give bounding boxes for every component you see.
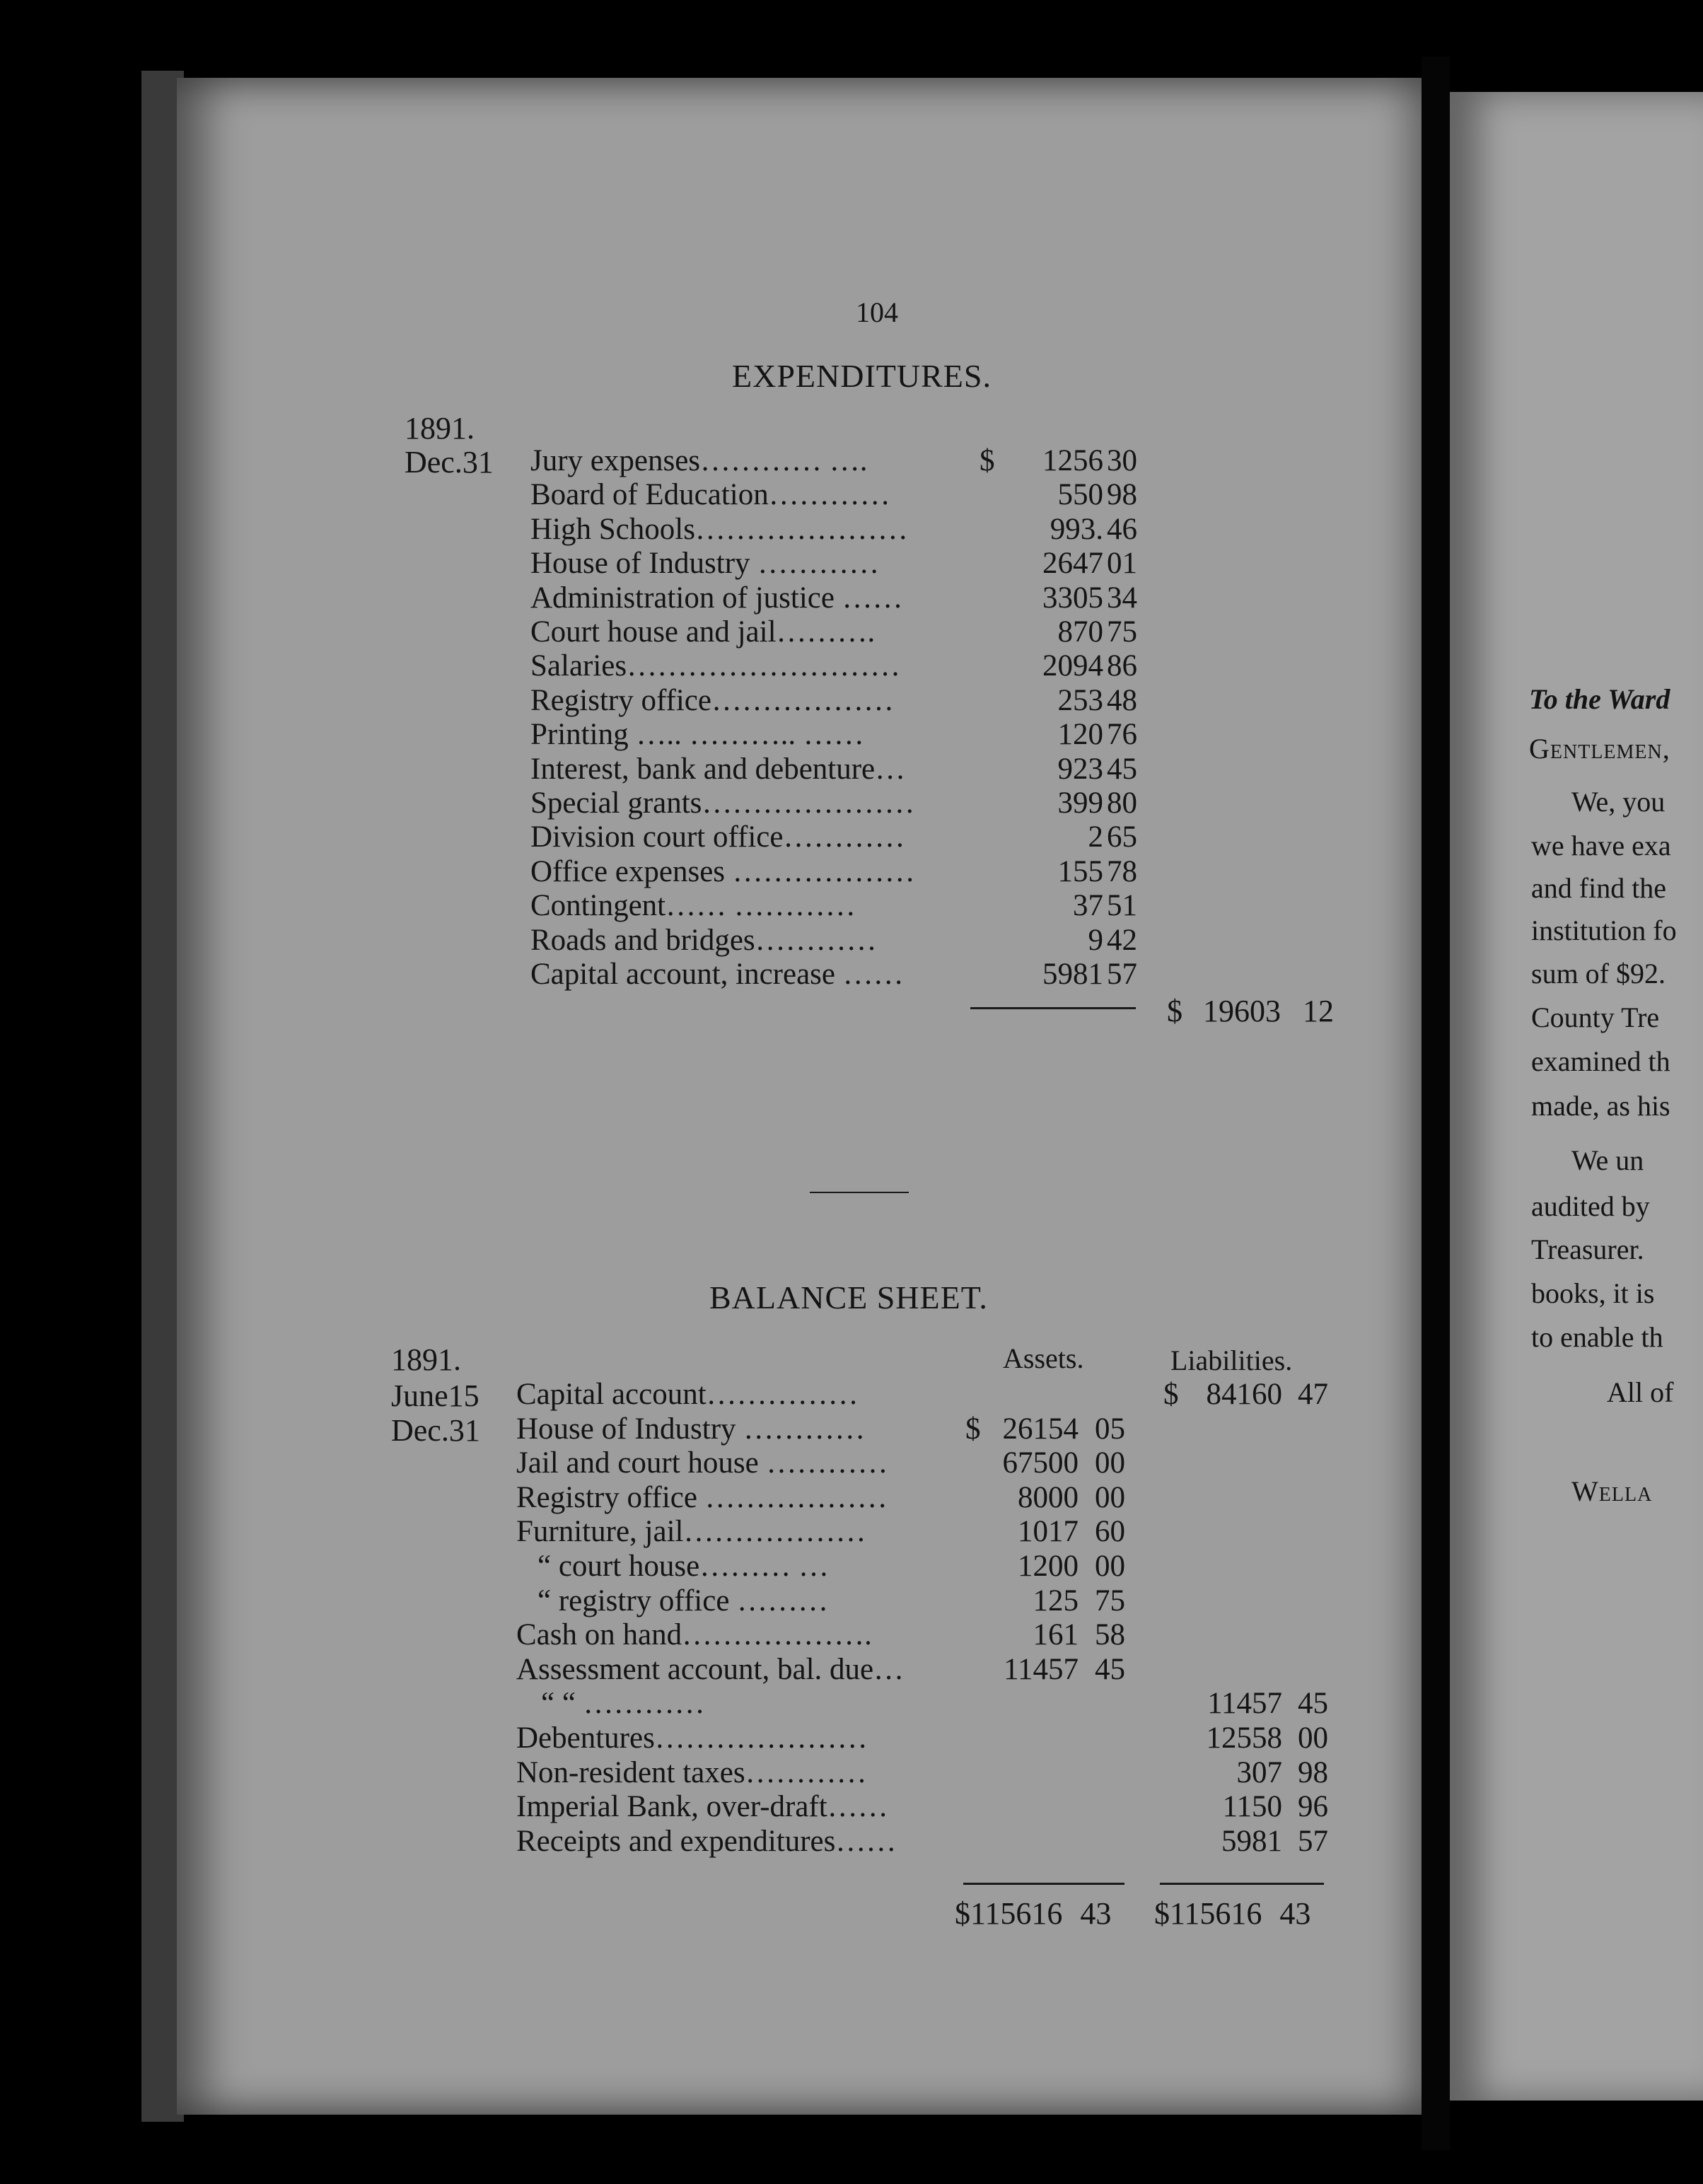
expense-cents: 80 xyxy=(1107,786,1137,820)
liabilities-total-amount: 115616 xyxy=(1170,1896,1262,1931)
expense-amount: 923 xyxy=(1057,752,1103,786)
balance-row-label: Assessment account, bal. due… xyxy=(516,1652,905,1686)
balance-row xyxy=(0,1687,1344,1721)
liability-amount: 307 xyxy=(1236,1755,1282,1789)
balance-row-label: “ “ ………… xyxy=(541,1687,705,1721)
expense-label: Administration of justice …… xyxy=(530,581,903,615)
expense-row xyxy=(530,649,1153,683)
expense-cents: 48 xyxy=(1107,683,1137,717)
balance-row xyxy=(0,1721,1344,1755)
expense-cents: 98 xyxy=(1107,478,1137,512)
expense-row xyxy=(530,718,1153,752)
expense-cents: 76 xyxy=(1107,718,1137,752)
expense-amount: 37 xyxy=(1073,889,1103,923)
page-number: 104 xyxy=(856,296,898,328)
balance-row xyxy=(0,1481,1344,1515)
expense-row xyxy=(530,958,1153,992)
expenditures-total xyxy=(1167,993,1334,1029)
balance-row xyxy=(0,1584,1344,1618)
balance-row xyxy=(0,1653,1344,1687)
liability-cents: 47 xyxy=(1298,1378,1328,1411)
expense-amount: 1256 xyxy=(1042,444,1103,477)
right-page-line: Gentlemen, xyxy=(1529,733,1670,765)
balance-row-date: June15 xyxy=(391,1378,479,1413)
expense-label: Division court office………… xyxy=(530,820,905,854)
expense-label: Interest, bank and debenture… xyxy=(530,752,906,786)
expense-amount: 550 xyxy=(1057,478,1103,512)
balance-row xyxy=(0,1378,1344,1412)
asset-cents: 00 xyxy=(1095,1480,1125,1514)
balance-row-label: Receipts and expenditures…… xyxy=(516,1824,897,1858)
liabilities-total-cents: 43 xyxy=(1279,1896,1311,1931)
asset-cents: 58 xyxy=(1095,1618,1125,1652)
balance-row-label: Jail and court house ………… xyxy=(516,1446,888,1480)
expense-label: Contingent…… ………… xyxy=(530,889,856,923)
expense-label: Jury expenses………… …. xyxy=(530,444,868,477)
right-page-line: examined th xyxy=(1531,1045,1670,1077)
right-page-line: to enable th xyxy=(1531,1321,1663,1353)
right-page-line: sum of $92. xyxy=(1531,958,1666,989)
expense-amount: 120 xyxy=(1057,718,1103,752)
expenditures-sum-rule xyxy=(970,1007,1136,1009)
expense-cents: 86 xyxy=(1107,649,1137,683)
right-page-line: and find the xyxy=(1531,872,1667,904)
asset-cents: 45 xyxy=(1095,1652,1125,1686)
balance-row-date: Dec.31 xyxy=(391,1412,480,1448)
expenditures-date: Dec.31 xyxy=(405,445,494,480)
expense-label: Salaries……………………… xyxy=(530,649,901,683)
assets-total-cents: 43 xyxy=(1080,1896,1112,1931)
balance-row-label: House of Industry ………… xyxy=(516,1412,866,1446)
expense-cents: 01 xyxy=(1107,547,1137,581)
right-page-line: Treasurer. xyxy=(1531,1233,1644,1265)
expense-row xyxy=(530,753,1153,786)
asset-amount: 161 xyxy=(1033,1618,1079,1652)
expense-label: Board of Education………… xyxy=(530,478,890,512)
section-divider xyxy=(810,1192,909,1193)
asset-cents: 05 xyxy=(1095,1412,1125,1446)
expense-label: Office expenses ……………… xyxy=(530,854,915,888)
right-page-line: made, as his xyxy=(1531,1090,1670,1122)
assets-total xyxy=(955,1895,1111,1932)
balance-row-label: “ registry office ……… xyxy=(537,1584,829,1617)
asset-amount: 125 xyxy=(1033,1584,1079,1617)
book-gutter xyxy=(1422,57,1450,2150)
expense-cents: 30 xyxy=(1107,444,1137,477)
balance-row xyxy=(0,1515,1344,1549)
expense-row xyxy=(530,684,1153,718)
expense-label: Roads and bridges………… xyxy=(530,923,877,957)
liability-amount: 12558 xyxy=(1206,1721,1282,1755)
liability-cents: 00 xyxy=(1298,1721,1328,1755)
asset-cents: 00 xyxy=(1095,1446,1125,1480)
expense-label: House of Industry ………… xyxy=(530,547,880,581)
expense-label: Special grants………………… xyxy=(530,786,915,820)
assets-column-header: Assets. xyxy=(1003,1342,1084,1374)
expenditures-title: EXPENDITURES. xyxy=(732,358,992,394)
expense-row xyxy=(530,820,1153,854)
expense-amount: 9 xyxy=(1088,923,1103,957)
expense-amount: 993. xyxy=(1050,512,1103,546)
expense-amount: 870 xyxy=(1057,615,1103,649)
assets-sum-rule xyxy=(963,1883,1124,1885)
expense-cents: 45 xyxy=(1107,752,1137,786)
expense-cents: 78 xyxy=(1107,854,1137,888)
liability-cents: 98 xyxy=(1298,1755,1328,1789)
total-amount: 19603 xyxy=(1203,994,1281,1028)
balance-row-label: Imperial Bank, over-draft…… xyxy=(516,1790,888,1824)
total-dollar-sign: $ xyxy=(1167,994,1182,1028)
liabilities-column-header: Liabilities. xyxy=(1170,1344,1293,1376)
total-cents: 12 xyxy=(1303,994,1334,1028)
liabilities-total-dollar-sign: $ xyxy=(1154,1896,1170,1931)
expenditures-year: 1891. xyxy=(405,411,475,446)
liability-dollar-sign: $ xyxy=(1163,1378,1179,1411)
asset-amount: 26154 xyxy=(1002,1412,1079,1446)
right-page-line: We, you xyxy=(1571,786,1666,818)
expense-cents: 75 xyxy=(1107,615,1137,649)
balance-sheet-title: BALANCE SHEET. xyxy=(709,1279,988,1315)
balance-row-label: Debentures………………… xyxy=(516,1721,868,1755)
right-page-line: To the Ward xyxy=(1529,683,1670,715)
expense-amount: 399 xyxy=(1057,786,1103,820)
expense-cents: 51 xyxy=(1107,889,1137,923)
expense-row xyxy=(530,547,1153,581)
asset-amount: 8000 xyxy=(1018,1480,1079,1514)
liability-amount: 11457 xyxy=(1207,1687,1282,1721)
balance-row-label: Registry office ……………… xyxy=(516,1480,888,1514)
right-page-line: All of xyxy=(1607,1376,1674,1408)
balance-row xyxy=(0,1412,1344,1446)
expense-label: Registry office……………… xyxy=(530,683,894,717)
expense-cents: 34 xyxy=(1107,581,1137,615)
balance-row xyxy=(0,1825,1344,1859)
expense-row xyxy=(530,615,1153,649)
right-page-line: County Tre xyxy=(1531,1001,1660,1033)
balance-row xyxy=(0,1618,1344,1652)
liability-amount: 84160 xyxy=(1206,1378,1282,1411)
expense-row xyxy=(530,581,1153,615)
expense-row xyxy=(530,855,1153,889)
expense-amount: 2647 xyxy=(1042,547,1103,581)
right-page-line: audited by xyxy=(1531,1190,1650,1222)
expense-row xyxy=(530,924,1153,958)
expense-cents: 46 xyxy=(1107,512,1137,546)
expense-amount: 2 xyxy=(1088,820,1103,854)
expense-label: Capital account, increase …… xyxy=(530,958,904,991)
expense-amount: 253 xyxy=(1057,683,1103,717)
asset-dollar-sign: $ xyxy=(965,1412,981,1446)
expense-amount: 2094 xyxy=(1042,649,1103,683)
expense-label: Court house and jail………. xyxy=(530,615,876,649)
balance-row-label: Capital account…………… xyxy=(516,1378,859,1411)
expense-row xyxy=(530,889,1153,923)
liability-cents: 45 xyxy=(1298,1687,1328,1721)
liability-cents: 57 xyxy=(1298,1824,1328,1858)
expense-cents: 65 xyxy=(1107,820,1137,854)
right-page-line: books, it is xyxy=(1531,1277,1655,1309)
liability-cents: 96 xyxy=(1298,1790,1328,1824)
expense-amount: 155 xyxy=(1057,854,1103,888)
right-page-line: We un xyxy=(1571,1144,1644,1176)
expense-row xyxy=(530,444,1153,478)
right-page-line: we have exa xyxy=(1531,830,1671,861)
right-page-line: institution fo xyxy=(1531,914,1677,946)
balance-row-label: Cash on hand………………. xyxy=(516,1618,872,1652)
expense-label: Printing ….. ……….. …… xyxy=(530,718,864,752)
expense-cents: 42 xyxy=(1107,923,1137,957)
assets-total-amount: 115616 xyxy=(970,1896,1063,1931)
expense-dollar-sign: $ xyxy=(980,444,995,477)
expense-amount: 5981 xyxy=(1042,958,1103,991)
balance-row-label: “ court house……… … xyxy=(537,1550,830,1583)
balance-row xyxy=(0,1550,1344,1584)
asset-amount: 67500 xyxy=(1002,1446,1079,1480)
liability-amount: 1150 xyxy=(1222,1790,1282,1824)
asset-cents: 75 xyxy=(1095,1584,1125,1617)
expense-amount: 3305 xyxy=(1042,581,1103,615)
balance-row-label: Non-resident taxes………… xyxy=(516,1755,867,1789)
balance-sheet-year: 1891. xyxy=(391,1342,461,1377)
balance-row-label: Furniture, jail……………… xyxy=(516,1515,866,1549)
balance-row xyxy=(0,1756,1344,1790)
assets-total-dollar-sign: $ xyxy=(955,1896,970,1931)
expense-row xyxy=(530,513,1153,547)
right-page-line: Wella xyxy=(1571,1475,1653,1507)
asset-cents: 00 xyxy=(1095,1550,1125,1583)
expense-row xyxy=(530,786,1153,820)
expense-cents: 57 xyxy=(1107,958,1137,991)
balance-row xyxy=(0,1790,1344,1824)
asset-amount: 11457 xyxy=(1004,1652,1079,1686)
liability-amount: 5981 xyxy=(1221,1824,1282,1858)
asset-amount: 1200 xyxy=(1018,1550,1079,1583)
balance-row xyxy=(0,1446,1344,1480)
asset-amount: 1017 xyxy=(1018,1515,1079,1549)
expense-label: High Schools………………… xyxy=(530,512,908,546)
asset-cents: 60 xyxy=(1095,1515,1125,1549)
expense-row xyxy=(530,478,1153,512)
liabilities-sum-rule xyxy=(1160,1883,1324,1885)
liabilities-total xyxy=(1154,1895,1310,1932)
